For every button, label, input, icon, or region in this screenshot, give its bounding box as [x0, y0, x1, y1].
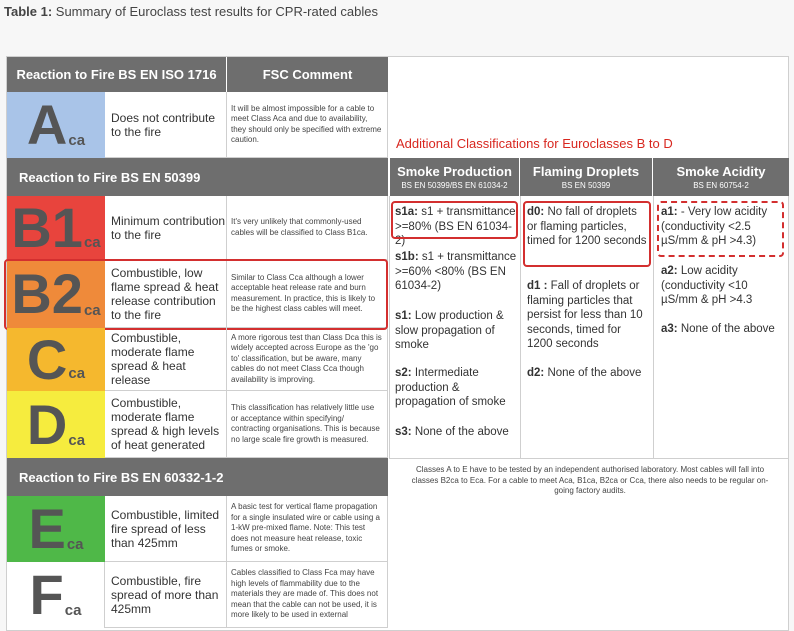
grade-letter: E — [28, 497, 66, 560]
grade-a-tile — [7, 92, 105, 158]
grade-b2-comment: Similar to Class Cca although a lower acceptable heat release rate and burn measurement. In practice, this is likely to be the highest class cables will meet. — [227, 260, 388, 328]
b2-highlight-box — [4, 259, 388, 330]
grade-a-comment: It will be almost impossible for a cable to meet Class Aca and due to availability, they should only be specified with extreme caution. — [227, 92, 388, 158]
code: s1b: — [395, 251, 419, 263]
footnote: Classes A to E have to be tested by an independent authorised laboratory. Most cables will fall into classes B2ca to Eca. For a cable to meet Aca, B1ca, B2ca or Cca, there also needs to be regular on-going factory audits. — [411, 465, 769, 495]
droplets-d1 — [527, 279, 649, 352]
code: d1 : — [527, 280, 548, 292]
code: s1a: — [395, 206, 419, 218]
text: - Very low acidity (conductivity <2.5 µS/mm & pH >4.3) — [661, 206, 768, 247]
grade-sub: ca — [68, 432, 86, 449]
grade-e-comment: A basic test for vertical flame propagation for a single insulated wire or cable using a 1-kW pre-mixed flame. Note: This test does not measure heat release, toxic fumes or smoke. — [227, 496, 388, 562]
grade-b1-comment: It's very unlikely that commonly-used cables will be classified to Class B1ca. — [227, 196, 388, 260]
acidity-standard: BS EN 60754-2 — [693, 181, 749, 190]
grade-d-comment: This classification has relatively little use or acceptance within specifying/ contracting organisations. This is because no large scale fire growth is measured. — [227, 391, 388, 458]
grade-d-description: Combustible, moderate flame spread & high levels of heat generated — [105, 391, 227, 458]
flaming-droplets-header — [520, 158, 653, 196]
grade-letter: B1 — [11, 196, 83, 259]
grade-sub: ca — [64, 602, 82, 619]
caption-text: Summary of Euroclass test results for CPR-rated cables — [52, 4, 379, 19]
grade-f-tile — [7, 562, 105, 628]
grade-c-description: Combustible, moderate flame spread & heat release — [105, 328, 227, 391]
grade-sub: ca — [68, 132, 86, 149]
code: s2: — [395, 367, 412, 379]
column-divider — [653, 196, 654, 458]
code: a1: — [661, 206, 678, 218]
grade-letter: A — [26, 93, 68, 156]
text: Low production & slow propagation of smoke — [395, 310, 504, 351]
table-caption — [4, 4, 378, 19]
text: None of the above — [677, 323, 775, 335]
text: None of the above — [411, 426, 509, 438]
smoke-acidity-header — [653, 158, 789, 196]
grade-letter: C — [26, 327, 68, 391]
grade-letter: B2 — [11, 262, 83, 325]
grade-letter: D — [26, 392, 68, 456]
smoke-s1 — [395, 309, 517, 353]
header-en60332: Reaction to Fire BS EN 60332-1-2 — [7, 458, 388, 496]
grade-b1-tile — [7, 196, 105, 260]
smoke-title: Smoke Production — [397, 164, 512, 179]
droplets-title: Flaming Droplets — [532, 164, 640, 179]
code: s1: — [395, 310, 412, 322]
grade-f-comment: Cables classified to Class Fca may have high levels of flammability due to the materials they are made of. This does not mean that the cable can not be used, it is more likely to be used in external — [227, 562, 388, 628]
code: d0: — [527, 206, 545, 218]
column-divider — [389, 196, 390, 458]
header-iso1716: Reaction to Fire BS EN ISO 1716 — [7, 57, 227, 92]
smoke-s2 — [395, 366, 517, 410]
text: Low acidity (conductivity <10 µS/mm & pH >4.3 — [661, 265, 753, 306]
code: a2: — [661, 265, 678, 277]
d0-highlight-box — [523, 201, 651, 267]
code: d2: — [527, 367, 545, 379]
grade-letter: F — [29, 563, 64, 626]
text: s1 + transmittance >=80% (BS EN 61034-2) — [395, 206, 516, 247]
grade-sub: ca — [83, 302, 101, 319]
acidity-title: Smoke Acidity — [676, 164, 766, 179]
column-divider — [520, 196, 521, 458]
caption-prefix: Table 1: — [4, 4, 53, 19]
acidity-a2 — [661, 264, 785, 308]
smoke-production-header — [390, 158, 520, 196]
grade-e-tile — [7, 496, 105, 562]
smoke-standard: BS EN 50399/BS EN 61034-2 — [401, 181, 508, 190]
grade-sub: ca — [66, 536, 84, 553]
code: a3: — [661, 323, 678, 335]
text: None of the above — [544, 367, 642, 379]
grade-sub: ca — [68, 365, 86, 382]
text: Fall of droplets or flaming particles that persist for less than 10 seconds, timed for 1200 seconds — [527, 280, 643, 350]
grade-b1-description: Minimum contribution to the fire — [105, 196, 227, 260]
a1-highlight-box — [657, 201, 784, 257]
header-en50399: Reaction to Fire BS EN 50399 — [7, 158, 388, 196]
header-fsc-comment: FSC Comment — [227, 57, 388, 92]
text: s1 + transmittance >=60% <80% (BS EN 61034-2) — [395, 251, 517, 292]
grade-b2-description: Combustible, low flame spread & heat release contribution to the fire — [105, 260, 227, 328]
text: Intermediate production & propagation of smoke — [395, 367, 506, 408]
s1a-highlight-box — [391, 201, 518, 239]
additional-classifications-title: Additional Classifications for Euroclasses B to D — [396, 136, 673, 151]
grade-d-tile — [7, 391, 105, 458]
grade-a-description: Does not contribute to the fire — [105, 92, 227, 158]
droplets-standard: BS EN 50399 — [561, 181, 611, 190]
grade-e-description: Combustible, limited fire spread of less than 425mm — [105, 496, 227, 562]
code: s3: — [395, 426, 412, 438]
grade-sub: ca — [83, 234, 101, 251]
text: No fall of droplets or flaming particles, timed for 1200 seconds — [527, 206, 647, 247]
grade-c-tile — [7, 328, 105, 391]
grade-f-description: Combustible, fire spread of more than 425mm — [105, 562, 227, 628]
smoke-s3 — [395, 425, 517, 440]
droplets-d2 — [527, 366, 649, 381]
row-divider — [389, 458, 789, 459]
acidity-a3 — [661, 322, 785, 337]
smoke-s1b — [395, 250, 517, 294]
grade-c-comment: A more rigorous test than Class Dca this is widely accepted across Europe as the 'go to' classification, but be aware, many cables do not meet Class Cca though availability is improving. — [227, 328, 388, 391]
